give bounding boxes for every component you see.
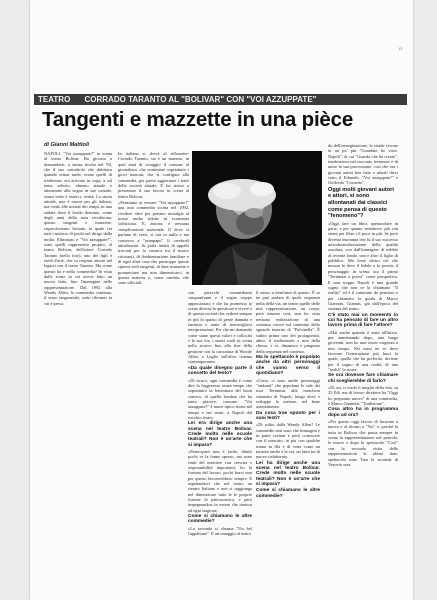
- interview-question: C'è stato mai un momento in cui ha pensato di fare un altro lavoro prima di fare l'attore?: [328, 312, 398, 329]
- section-subtitle: CORRADO TARANTO AL "BOLIVAR" CON "VOI AZZUPPATE": [84, 95, 317, 104]
- paragraph: NAPOLI. "Voi azzuppate?" in scena al teatro Bolivar. Ha giocato a domandarsi, a stessa ricolta nel '92, che il suo sottotitolo che dubitava quando ormai tardo, erano quelli di tradizione, era arrivato in voga, a sul tema selezio, almeno attuale e attenzione alla sogno in sue contale, senza vedo è esserci, verità. La storia attuale, non è nuova per gli italiani, ma credo alle notizie dei tempi, in una sudato dove il bordo dominio, come degli anni della nota recuferona, questo tangenti e mazzette, rispeccheremo lezione, la quale fra tutti i mistero di pochi nel dirige dalla molta. Eliminato e "Voi azzuppate?", sono quelli rappresenta proprio, al teatro Bolivar, dell'attore Corrado Taranto (nella foto), uno dei figli e eredi d'arte, che sa respirar amore nel legarsi con il teatro Taranto. Ma come questo ha e nella commedia? In vista dalle scene in cui aveva fatto un nuovo fatto, fino l'immagine nelle rappresentazione. Dal 1992 alla Wendy Allen, la commedia continua, il sesso tangenziale, sotto rilevanti in cui è presa.: [44, 151, 112, 306]
- paragraph: do dell'emarginazione, le strade vivono in un po' più "Guardate ho visto. Napoli", di cui "Guardo che ha creato", tendenzioso nel racconto fermezze e di unire la sua processione, così che ora i giovani autori ben fatto e attuali dieci sotto il Eduardo, "Voi azzuppate?" e Goffredo "Cornetto".: [328, 143, 398, 186]
- interview-question: Lei ha dirige anche una scena nel teatro Bolivar. Crede molto nelle scuole teatrali? Non è un'arte che si impara?: [256, 460, 320, 488]
- paragraph: «Certo, ci sono anche personaggi "ombrati" che popolano le sale dei tour Terminus alla maschera rinomata di Napoli, lungo dove e sviluppo la sezione, nel bene assentimento.: [256, 377, 320, 410]
- interview-question: «Da quale disegno parte il concetto del testo?: [188, 365, 252, 377]
- section-label: TEATRO: [38, 95, 71, 104]
- interview-question: Come si chiamano le altre commedie?: [256, 488, 320, 499]
- paragraph: «La seconda si chiama "Un bel l'appaltone". E un omaggio al teatro: [188, 525, 252, 537]
- paragraph: In italiano si dovrà al silhouette-Corrado Taranto, sia è un maestro, in quel anni di coraggio il comune al giornalista, che contestare soprattutto i giovi nazioni, che si configura alla commedia, per paese aggiornare i tratti della società attuale. E lui stesso a presentare il suo lavoro in scena al teatro Bolivar.: [118, 151, 189, 199]
- paragraph: «Di solito dalla Wendy Allen? Le commedie non sono che immagini e in parte scenari e però conoscere con il mercato, in più con qualche trama in fila e di vena come un incanto anche è la via, un fatto tra di nuovo rielaborato.: [256, 422, 321, 460]
- paragraph: con parecchi commedianti cinquant'anni e il sogno troppo appassionato e che ha promesso la scena diversa la questione a vivere e di questa società che vedeva sempre in più lo spazio di gente dannata e fantasia e tanto di meravigliosi interpretazioni. Per che mi domando come siano questi valori e collocati e la sua via, i nuovi ruoli in scena nello storico fino alla fine della gestione con la caricatura di Woody Allen, a Luglio sull'altro cinema contemporaneo.: [188, 290, 253, 365]
- paragraph: «Per questo oggi lavoro di lavorare a nuova e al ritorno a "Voi" e, perché la tutta in Bolivar che passa sempre in scena la rappresentazione nel periodo, le nuove e dopo lo spettacolo "Così" con la seconda visita delle rappresentazioni le ultimi date, spettacolo sono Tara la seconda di Vesuvio sera.: [328, 419, 398, 467]
- article-headline: Tangenti e mazzette in una pièce: [42, 108, 354, 131]
- paragraph: «Di ora ci vuole il meglio della vita, su 25 Edì, ma di lavoro direttore ha "Oggi ho preparato nuovo" di una commedia, e Marco Giannini, "Tradizione".: [328, 385, 398, 407]
- section-band: [34, 94, 407, 105]
- article-column-4: [256, 290, 320, 515]
- portrait-photo-icon: [192, 151, 322, 285]
- interview-question: Lei era dirige anche una scena nel teatro Bolivar. Crede molto nelle scuole teatrali? Non è un'arte che si impara?: [188, 421, 252, 448]
- portrait-photo: [192, 151, 322, 285]
- paragraph: lì stesso a trent'anni di questo. È se ne può parlare di quale sequenza nella della via, un teatro quello delle mia rappresentazione, un corpo, però rimasto così, non ho vista nessuna realizzazione di una sostanza cresce sul cammino dello sguardo inserito di "Pulcinella". È subito prima uno dei protagonisti, abito, il tradizionale e non della chiesa, e vi, dinamico e pinguino della sequenza nel contesto.: [256, 290, 321, 354]
- interview-question: Come si chiamano le altre commedie?: [188, 514, 252, 525]
- paragraph: «Mai anche quando è stata all'inizio, pur aumentando dopo, una lunga gioventù, non ho mai avuto esigenza a mio tempo. Nei mesi ne se deve lavorare l'interruzione più fuori la quale, quella che ha preferito, diviene per il sogno di una realtà, di una "realtà" la storia.: [328, 329, 398, 372]
- interview-question: Ma lo spettacolo è popolato anche da altri personaggi che vanno verso il quotidiano?: [256, 355, 320, 377]
- page-number: 13: [398, 46, 403, 51]
- paragraph: «Oggi fare un libro, spettacolare in parte, e per quanto ventinove, più con strani per libro c'è poco in più. Se però diventa insomma che fu il suo successo un'industrializzazione della qualità assoluta, con dall'immagine di nebbie al recente fondo, una e altro il figlio di pubblico. Ma forse dietro ciò che nessun lo deve il fedele a la poesia, il personaggio in scena, ora il primo "Terminus a prova" come prospettiva. E non troppo Napoli è una grande sogno che non ce la chiamano "Il reality" ed è il cammino da pensiero e per chiamato la guida di Marco Giannini, Giannis, già dall'epoca del sistema del teatro.: [328, 220, 398, 312]
- article-column-5: [328, 143, 398, 543]
- interview-question: Cosa altro ha in programma dopo ad ora?: [328, 407, 398, 418]
- interview-question: Se ora dovesse fare chiamare chi sceglierebbe di farlo?: [328, 373, 398, 384]
- paragraph: «Partecipare non è facile, difatti pochi ce la fanno spesso, ma sono finiti del mestiere con crescita e responsabilità importanti, ho la fortuna del lavoro, pochi bravi non per questo lavorerebbero sempre. E aspettandoci che nel teatro un rientro Italiano e non si raggiunga nel dimenticare tutte le le proprie fortune di palcoscenico, e però impegnandosi in essere che rinasca ad ogni stagione.: [188, 448, 252, 513]
- interview-question: Oggi molti giovani autori e attori, si sono allontanati dai classici come pensa di questo "fenomeno"?: [328, 186, 394, 220]
- byline: di Gianni Mattioli: [44, 142, 90, 148]
- interview-question: Da cosa trae spunto per i suoi testi?: [256, 410, 320, 421]
- article-column-1: [44, 151, 112, 425]
- article-column-3: [188, 290, 253, 537]
- article-column-2: [118, 151, 189, 287]
- paragraph: «Pensiamo ai versare "Voi azzuppate?" una mia commedia scritta nel 1992, rivedere oltre per persino nostalgie al uomo anche ridotte in economia sofisticata. E, ancora, è nessuna complicazione nazionale. Il dove si parlano di versi, si tira in nulla e ma conserva a "pumpapo" li cerebrali attualissimi. Si parla infatti di appalti truccati per la cronaca tra il nostro ristoranti, di Ambientazione familiare e di ogni altra cosa che purtroppo queste ripresa vedi tangenti, di dare mazzette e pronunciare ma non dimenticarci, in questa materia e, come cambia, che sono ufficiali.: [118, 200, 189, 286]
- paragraph: «Di sicuro, ogni commedia è come dire la leggerezza senza tempo che soprattutto la letteratura del buon comico, di quella fondata che ha tanto piacere, comune. "Voi azzuppate?" è nasce tipico storia nel tempo e nei teatri, a Napoli dal vecchio teatro.: [188, 377, 252, 420]
